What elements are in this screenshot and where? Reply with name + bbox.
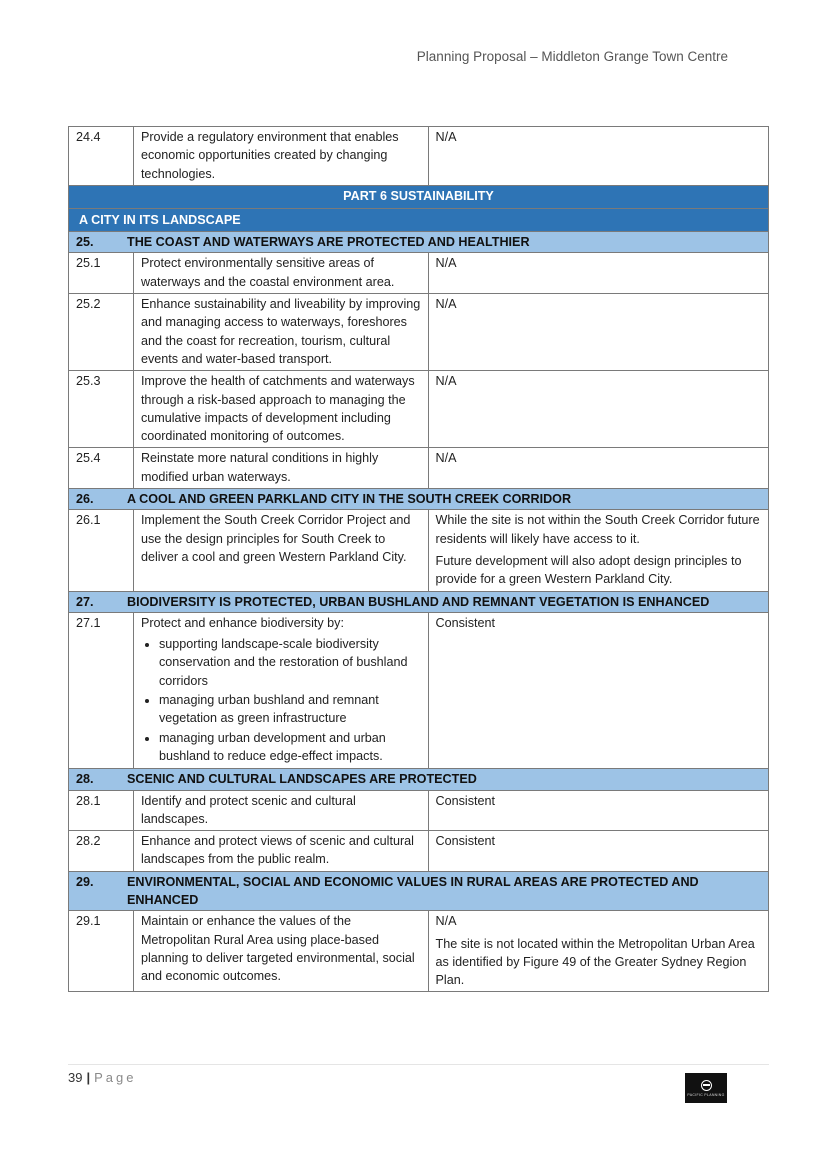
part-heading-row [69, 185, 769, 208]
response-text: N/A [435, 914, 457, 929]
section-title: SCENIC AND CULTURAL LANDSCAPES ARE PROTECTED [127, 772, 477, 787]
section-heading-content [76, 490, 761, 508]
response-cell [428, 510, 768, 591]
response-cell [428, 911, 768, 992]
section-heading-content [76, 873, 761, 910]
response-cell [428, 294, 768, 371]
section-heading-content [76, 593, 761, 611]
section-title: THE COAST AND WATERWAYS ARE PROTECTED AND HEALTHIER [127, 235, 530, 250]
page-header-title: Planning Proposal – Middleton Grange Town Centre [416, 49, 728, 64]
action-number: 28.1 [69, 790, 134, 831]
action-text: Protect and enhance biodiversity by: [140, 615, 344, 630]
table-row [69, 371, 769, 448]
table-row [69, 790, 769, 831]
action-text: Enhance sustainability and liveability by improving and managing access to waterways, foreshores and the coast for recreation, tourism, cultural events and water-based transport. [140, 297, 421, 366]
action-cell [133, 790, 428, 831]
page-separator: | [86, 1070, 91, 1085]
action-text: Protect environmentally sensitive areas of waterways and the coastal environment area. [140, 256, 395, 289]
action-bullet: • managing urban bushland and remnant vegetation as green infrastructure [159, 691, 421, 728]
response-cell [428, 612, 768, 768]
page-number-value: 39 [68, 1070, 83, 1085]
section-heading-row [69, 591, 769, 612]
footer-divider [68, 1064, 769, 1065]
action-cell [133, 612, 428, 768]
part-heading: PART 6 SUSTAINABILITY [69, 185, 769, 208]
action-number: 27.1 [69, 612, 134, 768]
subheading-row [69, 208, 769, 231]
table-row [69, 510, 769, 591]
section-heading [69, 871, 769, 911]
action-cell [133, 253, 428, 294]
section-number: 25. [76, 235, 94, 250]
action-text: Identify and protect scenic and cultural landscapes. [140, 793, 356, 826]
section-number: 28. [76, 772, 94, 787]
action-bullet: • managing urban development and urban bushland to reduce edge-effect impacts. [159, 729, 421, 766]
action-text: Maintain or enhance the values of the Metropolitan Rural Area using place-based planning to deliver targeted environmental, social and economic outcomes. [140, 914, 415, 984]
response-text: Consistent [435, 793, 496, 808]
response-cell [428, 831, 768, 872]
table-row [69, 294, 769, 371]
response-cell [428, 448, 768, 489]
action-cell [133, 831, 428, 872]
action-number: 25.3 [69, 371, 134, 448]
response-text: While the site is not within the South Creek Corridor future residents will likely have access to it. [435, 513, 760, 546]
response-text: N/A [435, 297, 457, 312]
response-cell [428, 127, 768, 186]
section-heading [69, 769, 769, 790]
action-text: Improve the health of catchments and waterways through a risk-based approach to managing the cumulative impacts of development including coordinated monitoring of outcomes. [140, 374, 415, 444]
page-number [68, 1070, 136, 1085]
action-cell [133, 127, 428, 186]
action-number: 24.4 [69, 127, 134, 186]
action-cell [133, 448, 428, 489]
table-row [69, 127, 769, 186]
table-row [69, 831, 769, 872]
section-number: 29. [76, 874, 94, 889]
response-cell [428, 253, 768, 294]
section-heading-row [69, 871, 769, 911]
response-text: Future development will also adopt design principles to provide for a green Western Parkland City. [435, 553, 742, 587]
action-text: Enhance and protect views of scenic and cultural landscapes from the public realm. [140, 834, 414, 867]
table-row [69, 612, 769, 768]
response-text: N/A [435, 256, 457, 271]
section-number: 26. [76, 492, 94, 507]
action-bullet-list [141, 635, 421, 765]
table-row [69, 253, 769, 294]
response-text: N/A [435, 451, 457, 466]
action-bullet: • supporting landscape-scale biodiversity conservation and the restoration of bushland corridors [159, 635, 421, 690]
action-number: 28.2 [69, 831, 134, 872]
page-label: Page [94, 1070, 137, 1085]
section-heading-row [69, 769, 769, 790]
subheading: A CITY IN ITS LANDSCAPE [69, 208, 769, 231]
section-heading [69, 232, 769, 253]
section-heading-content [76, 770, 761, 788]
table-row [69, 911, 769, 992]
action-text: Provide a regulatory environment that enables economic opportunities created by changing technologies. [140, 130, 399, 181]
section-number: 27. [76, 594, 94, 609]
strategy-table [68, 126, 769, 992]
response-cell [428, 790, 768, 831]
logo-icon [701, 1080, 712, 1091]
section-heading [69, 591, 769, 612]
response-text: Consistent [435, 615, 496, 630]
response-text: Consistent [435, 834, 496, 849]
action-number: 25.2 [69, 294, 134, 371]
response-text: N/A [435, 130, 457, 144]
action-number: 25.1 [69, 253, 134, 294]
section-heading-row [69, 489, 769, 510]
section-title: A COOL AND GREEN PARKLAND CITY IN THE SOUTH CREEK CORRIDOR [127, 492, 572, 507]
section-heading-content [76, 233, 761, 251]
action-number: 25.4 [69, 448, 134, 489]
action-cell [133, 510, 428, 591]
section-title: ENVIRONMENTAL, SOCIAL AND ECONOMIC VALUES IN RURAL AREAS ARE PROTECTED AND ENHANCED [127, 874, 699, 907]
action-cell [133, 371, 428, 448]
table-row [69, 448, 769, 489]
action-text: Reinstate more natural conditions in highly modified urban waterways. [140, 451, 379, 484]
action-number: 29.1 [69, 911, 134, 992]
action-text: Implement the South Creek Corridor Project and use the design principles for South Creek to deliver a cool and green Western Parkland City. [140, 513, 411, 564]
strategy-table-body [69, 127, 769, 992]
section-heading-row [69, 232, 769, 253]
section-heading [69, 489, 769, 510]
response-text: N/A [435, 374, 457, 389]
action-cell [133, 911, 428, 992]
section-title: BIODIVERSITY IS PROTECTED, URBAN BUSHLAND AND REMNANT VEGETATION IS ENHANCED [127, 594, 710, 609]
response-text: The site is not located within the Metropolitan Urban Area as identified by Figure 49 of the Greater Sydney Region Plan. [435, 936, 755, 988]
response-cell [428, 371, 768, 448]
company-logo [685, 1073, 727, 1103]
logo-text: PACIFIC PLANNING [687, 1092, 725, 1097]
action-number: 26.1 [69, 510, 134, 591]
action-cell [133, 294, 428, 371]
